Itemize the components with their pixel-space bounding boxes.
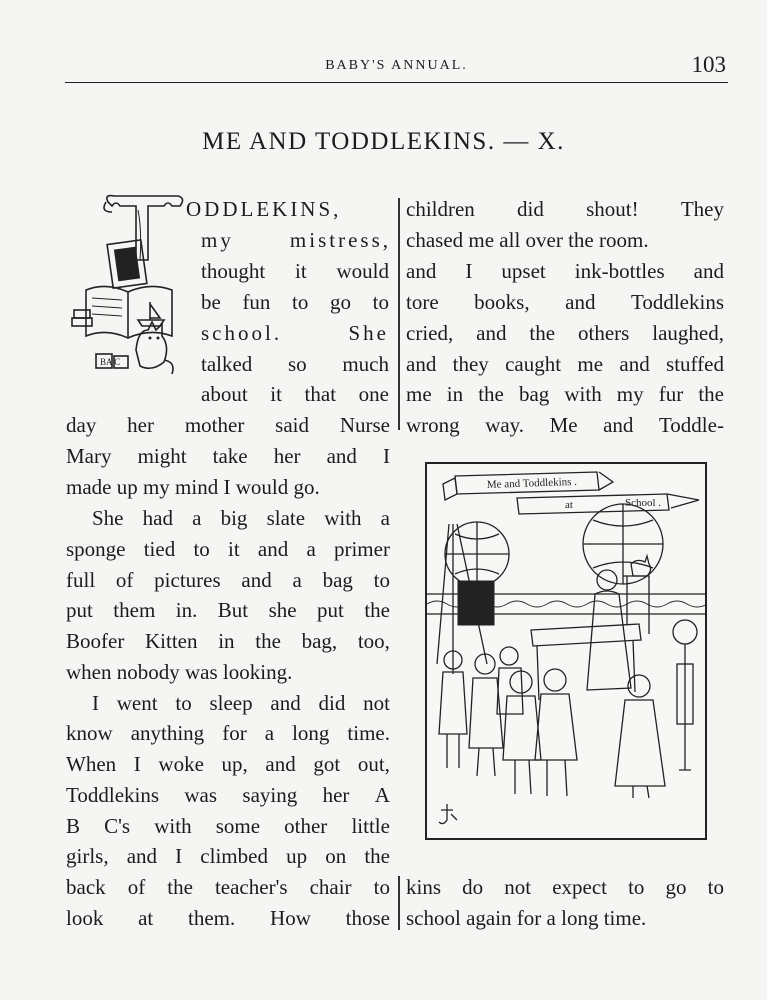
- dropcap-t-drawing: [66, 190, 186, 380]
- left-line-18: know anything for a long time.: [66, 721, 390, 745]
- left-line-1: ODDLEKINS,: [186, 197, 342, 221]
- right-line-8: wrong way. Me and Toddle-: [406, 413, 724, 437]
- left-line-17: I went to sleep and did not: [92, 691, 390, 715]
- left-line-13: full of pictures and a bag to: [66, 568, 390, 592]
- artist-monogram: [439, 804, 457, 824]
- left-line-24: look at them. How those: [66, 906, 390, 930]
- right-line-9: kins do not expect to go to: [406, 875, 724, 899]
- banner-text-at: at: [565, 499, 573, 511]
- children-group: [439, 647, 665, 798]
- left-line-8: day her mother said Nurse: [66, 413, 390, 437]
- block-letters: BA C: [100, 357, 121, 367]
- column-rule-top: [398, 198, 400, 430]
- left-line-3: thought it would: [201, 259, 389, 283]
- chapter-title: ME AND TODDLEKINS. — X.: [202, 128, 565, 155]
- left-line-19: When I woke up, and got out,: [66, 752, 390, 776]
- right-line-6: and they caught me and stuffed: [406, 352, 724, 376]
- left-line-5: school. She: [201, 321, 389, 345]
- right-line-7: me in the bag with my fur the: [406, 382, 724, 406]
- left-line-21: B C's with some other little: [66, 814, 390, 838]
- left-line-14: put them in. But she put the: [66, 598, 390, 622]
- classroom-drawing: [427, 464, 705, 838]
- right-line-10: school again for a long time.: [406, 906, 647, 930]
- left-line-9: Mary might take her and I: [66, 444, 390, 468]
- left-line-11: She had a big slate with a: [92, 506, 390, 530]
- left-line-22: girls, and I climbed up on the: [66, 844, 390, 868]
- page-number: 103: [691, 52, 726, 77]
- right-line-2: chased me all over the room.: [406, 228, 649, 252]
- left-line-12: sponge tied to it and a primer: [66, 537, 390, 561]
- school-illustration: [425, 462, 707, 840]
- left-line-10: made up my mind I would go.: [66, 475, 320, 499]
- column-rule-bottom: [398, 876, 400, 930]
- banner-text-1: Me and Toddlekins .: [486, 475, 578, 491]
- running-title: BABY'S ANNUAL.: [325, 58, 468, 73]
- right-line-3: and I upset ink-bottles and: [406, 259, 724, 283]
- left-line-16: when nobody was looking.: [66, 660, 293, 684]
- right-line-4: tore books, and Toddlekins: [406, 290, 724, 314]
- running-header: [65, 52, 728, 83]
- banner-text-school: School .: [625, 497, 662, 509]
- left-line-7: about it that one: [201, 382, 389, 406]
- left-line-2: my mistress,: [201, 228, 391, 252]
- left-line-20: Toddlekins was saying her A: [66, 783, 390, 807]
- right-line-5: cried, and the others laughed,: [406, 321, 724, 345]
- right-line-1: children did shout! They: [406, 197, 724, 221]
- left-line-23: back of the teacher's chair to: [66, 875, 390, 899]
- left-line-4: be fun to go to: [201, 290, 389, 314]
- dropcap-illustration: [66, 190, 186, 380]
- left-line-6: talked so much: [201, 352, 389, 376]
- left-line-15: Boofer Kitten in the bag, too,: [66, 629, 390, 653]
